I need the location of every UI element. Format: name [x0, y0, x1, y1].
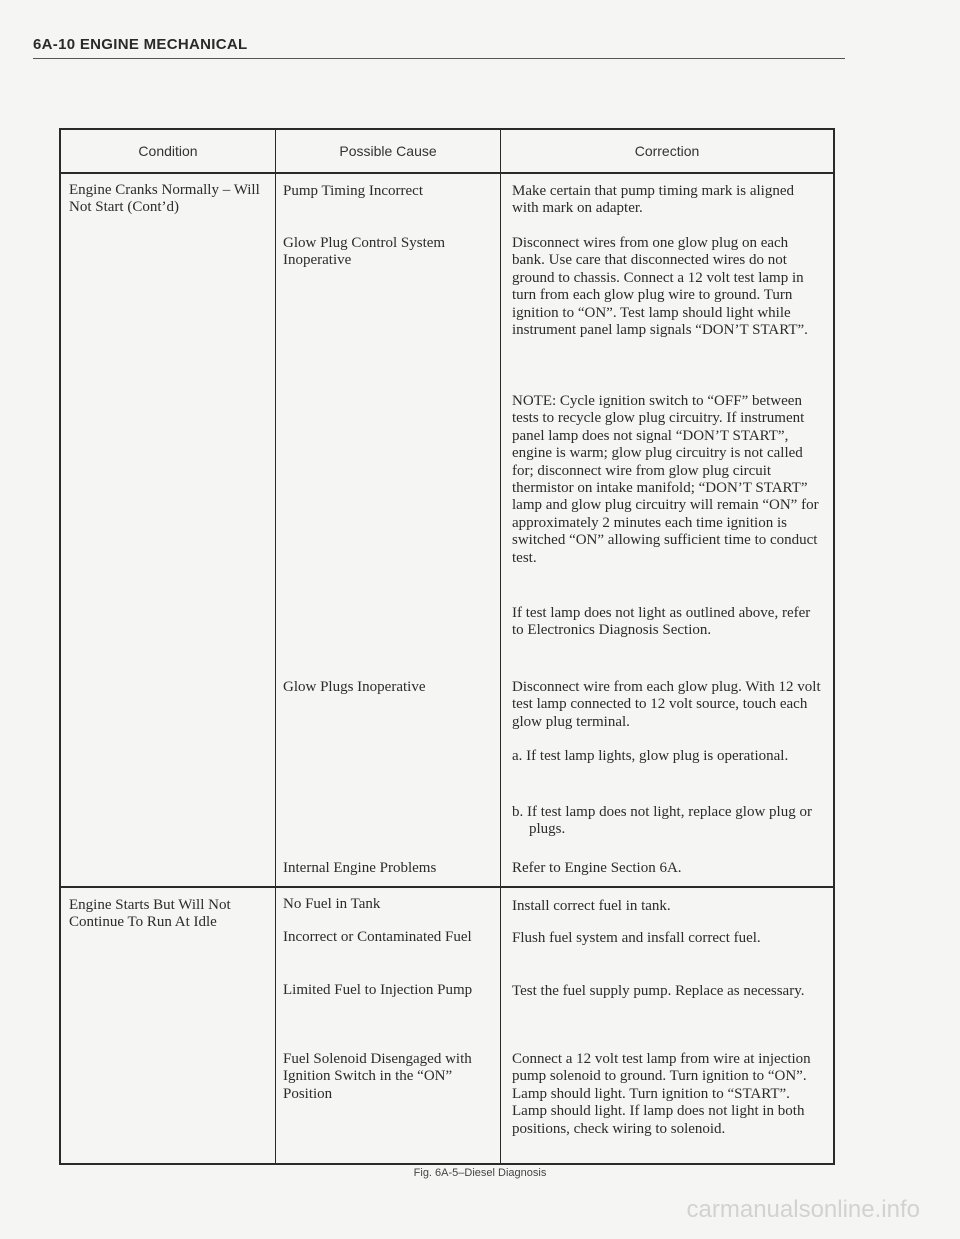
watermark: carmanualsonline.info — [686, 1196, 920, 1223]
condition-cranks-no-start: Engine Cranks Normally – Will Not Start (Cont’d) — [61, 174, 276, 886]
header-correction: Correction — [634, 143, 700, 159]
cause-no-fuel: No Fuel in Tank — [283, 896, 381, 912]
causes-column — [276, 888, 501, 1163]
header-possible-cause: Possible Cause — [276, 130, 501, 172]
cause-limited-fuel: Limited Fuel to Injection Pump — [283, 982, 473, 998]
corr-solenoid: Connect a 12 volt test lamp from wire at injection pump solenoid to ground. Turn ignition to “ON”. Lamp should light. Turn ignition to “START”. Lamp should light. If lamp does not light in both positions, check wiring to solenoid. — [512, 1051, 811, 1137]
corr-incorrect-fuel: Flush fuel system and insfall correct fuel. — [512, 930, 761, 946]
cause-solenoid: Fuel Solenoid Disengaged with Ignition Switch in the “ON” Position — [283, 1051, 472, 1102]
cause-glow-control: Glow Plug Control System Inoperative — [283, 235, 446, 269]
corr-glow-control-note: NOTE: Cycle ignition switch to “OFF” between tests to recycle glow plug circuitry. If instrument panel lamp does not signal “DON’T START”, engine is warm; glow plug circuitry is not called for; disconnect wire from glow plug circuit thermistor on intake manifold; “DON’T START” lamp and glow plug circuitry will remain “ON” for approximately 2 minutes each time ignition is switched “ON” allowing sufficient time to conduct test. — [512, 393, 819, 566]
corr-glow-plugs-b: b. If test lamp does not light, replace glow plug or plugs. — [512, 804, 812, 838]
corr-pump-timing: Make certain that pump timing mark is aligned with mark on adapter. — [512, 183, 795, 217]
corr-glow-control-refer: If test lamp does not light as outlined above, refer to Electronics Diagnosis Section. — [512, 605, 811, 639]
corr-glow-plugs-test: Disconnect wire from each glow plug. With 12 volt test lamp connected to 12 volt source, touch each glow plug terminal. — [512, 679, 821, 730]
corr-no-fuel: Install correct fuel in tank. — [512, 898, 671, 914]
cause-pump-timing: Pump Timing Incorrect — [283, 183, 424, 199]
diagnosis-table — [59, 128, 835, 1165]
cause-incorrect-fuel: Incorrect or Contaminated Fuel — [283, 929, 472, 945]
corrections-column — [501, 888, 833, 1163]
corr-limited-fuel: Test the fuel supply pump. Replace as necessary. — [512, 983, 805, 999]
cause-internal: Internal Engine Problems — [283, 860, 437, 876]
table-header-row — [61, 130, 833, 174]
corrections-column — [501, 174, 833, 886]
corr-internal: Refer to Engine Section 6A. — [512, 860, 682, 876]
cause-glow-plugs: Glow Plugs Inoperative — [283, 679, 426, 695]
corr-glow-control-test: Disconnect wires from one glow plug on each bank. Use care that disconnected wires do not ground to chassis. Connect a 12 volt test lamp in turn from each glow plug wire to ground. Turn ignition to “ON”. Test lamp should light while instrument panel lamp signals “DON’T START”. — [512, 235, 808, 339]
header-rule — [33, 58, 845, 59]
table-row-group-cranks — [61, 174, 833, 886]
page-header: 6A-10 ENGINE MECHANICAL — [33, 36, 248, 53]
corr-glow-plugs-a: a. If test lamp lights, glow plug is operational. — [512, 748, 789, 764]
header-condition: Condition — [61, 130, 276, 172]
condition-starts-no-idle: Engine Starts But Will Not Continue To Run At Idle — [61, 888, 276, 1163]
figure-caption: Fig. 6A-5–Diesel Diagnosis — [413, 1167, 547, 1179]
table-row-group-starts — [61, 886, 833, 1163]
causes-column — [276, 174, 501, 886]
